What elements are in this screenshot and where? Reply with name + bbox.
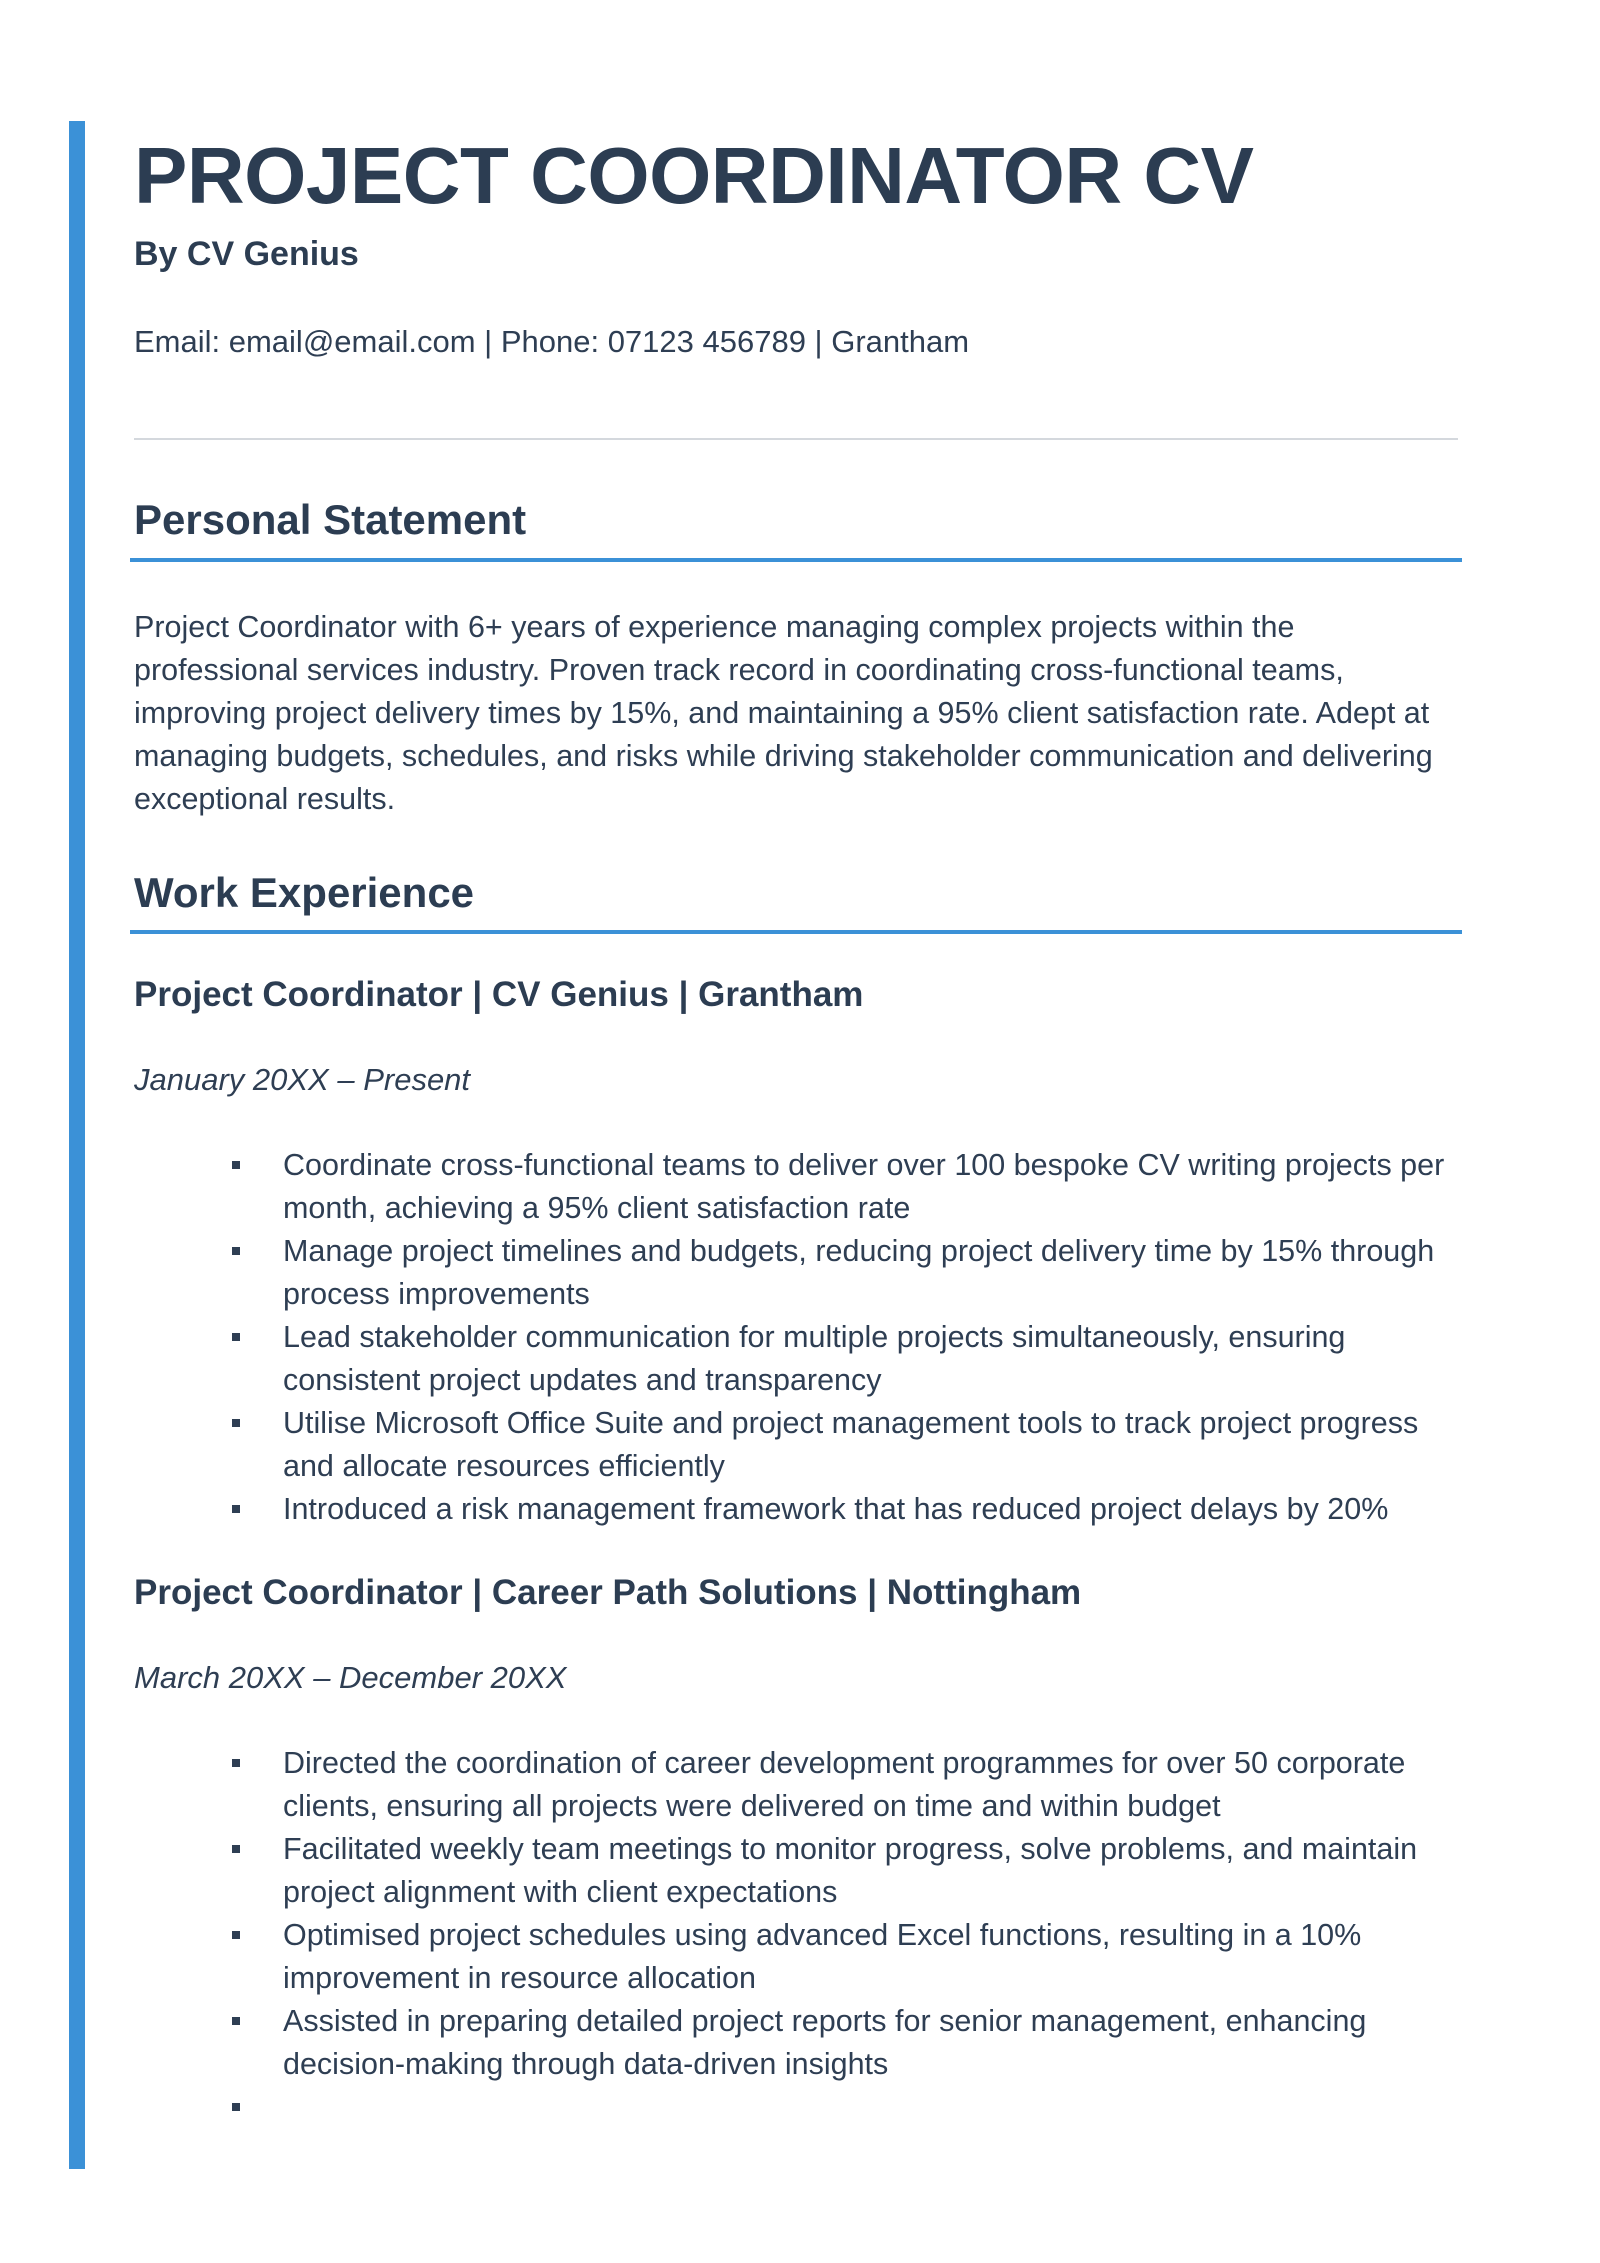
bullet-square-icon xyxy=(232,2017,240,2025)
list-item xyxy=(134,1828,1460,1914)
list-item xyxy=(134,1488,1460,1531)
section-heading-work-experience: Work Experience xyxy=(134,869,475,916)
bullet-text: Manage project timelines and budgets, reducing project delivery time by 15% through process improvements xyxy=(283,1234,1435,1311)
bullet-text: Introduced a risk management framework that has reduced project delays by 20% xyxy=(283,1492,1389,1526)
bullet-text: Assisted in preparing detailed project reports for senior management, enhancing decision-making through data-driven insights xyxy=(283,2004,1367,2081)
section-heading-personal-statement: Personal Statement xyxy=(134,496,527,543)
bullet-square-icon xyxy=(232,1845,240,1853)
left-accent-bar xyxy=(69,121,85,2169)
bullet-square-icon xyxy=(232,1931,240,1939)
bullet-square-icon xyxy=(232,2103,240,2111)
list-item xyxy=(134,1316,1460,1402)
job-bullet-list xyxy=(134,1144,1460,1531)
bullet-square-icon xyxy=(232,1505,240,1513)
header-divider xyxy=(134,438,1458,440)
bullet-square-icon xyxy=(232,1759,240,1767)
list-item xyxy=(134,1144,1460,1230)
personal-statement-text: Project Coordinator with 6+ years of experience managing complex projects within the professional services industry. Proven track record in coordinating cross-functional teams, improving project delivery times by 15%, and maintaining a 95% client satisfaction rate. Adept at managing budgets, schedules, and risks while driving stakeholder communication and delivering exceptional results. xyxy=(134,610,1433,816)
job-title: Project Coordinator | CV Genius | Grantham xyxy=(134,975,864,1014)
bullet-text: Coordinate cross-functional teams to deliver over 100 bespoke CV writing projects per month, achieving a 95% client satisfaction rate xyxy=(283,1148,1445,1225)
bullet-square-icon xyxy=(232,1333,240,1341)
bullet-square-icon xyxy=(232,1419,240,1427)
list-item xyxy=(134,2000,1460,2086)
contact-line: Email: email@email.com | Phone: 07123 456789 | Grantham xyxy=(134,324,970,359)
job-title: Project Coordinator | Career Path Solutions | Nottingham xyxy=(134,1573,1082,1612)
bullet-text: Utilise Microsoft Office Suite and project management tools to track project progress and allocate resources efficiently xyxy=(283,1406,1419,1483)
job-bullet-list xyxy=(134,1742,1460,2129)
bullet-text: Lead stakeholder communication for multiple projects simultaneously, ensuring consistent project updates and transparency xyxy=(283,1320,1346,1397)
document-title: PROJECT COORDINATOR CV xyxy=(134,131,1254,220)
section-rule xyxy=(130,930,1462,934)
job-dates: January 20XX – Present xyxy=(134,1062,471,1097)
list-item xyxy=(134,1402,1460,1488)
list-item xyxy=(134,1742,1460,1828)
bullet-square-icon xyxy=(232,1161,240,1169)
bullet-text: Optimised project schedules using advanced Excel functions, resulting in a 10% improvement in resource allocation xyxy=(283,1918,1362,1995)
bullet-text: Directed the coordination of career development programmes for over 50 corporate clients, ensuring all projects were delivered on time and within budget xyxy=(283,1746,1406,1823)
job-dates: March 20XX – December 20XX xyxy=(134,1660,567,1695)
list-item xyxy=(134,1914,1460,2000)
bullet-square-icon xyxy=(232,1247,240,1255)
byline: By CV Genius xyxy=(134,235,359,273)
list-item xyxy=(134,1230,1460,1316)
bullet-text: Facilitated weekly team meetings to monitor progress, solve problems, and maintain project alignment with client expectations xyxy=(283,1832,1418,1909)
list-item xyxy=(134,2086,1460,2129)
section-rule xyxy=(130,558,1462,562)
